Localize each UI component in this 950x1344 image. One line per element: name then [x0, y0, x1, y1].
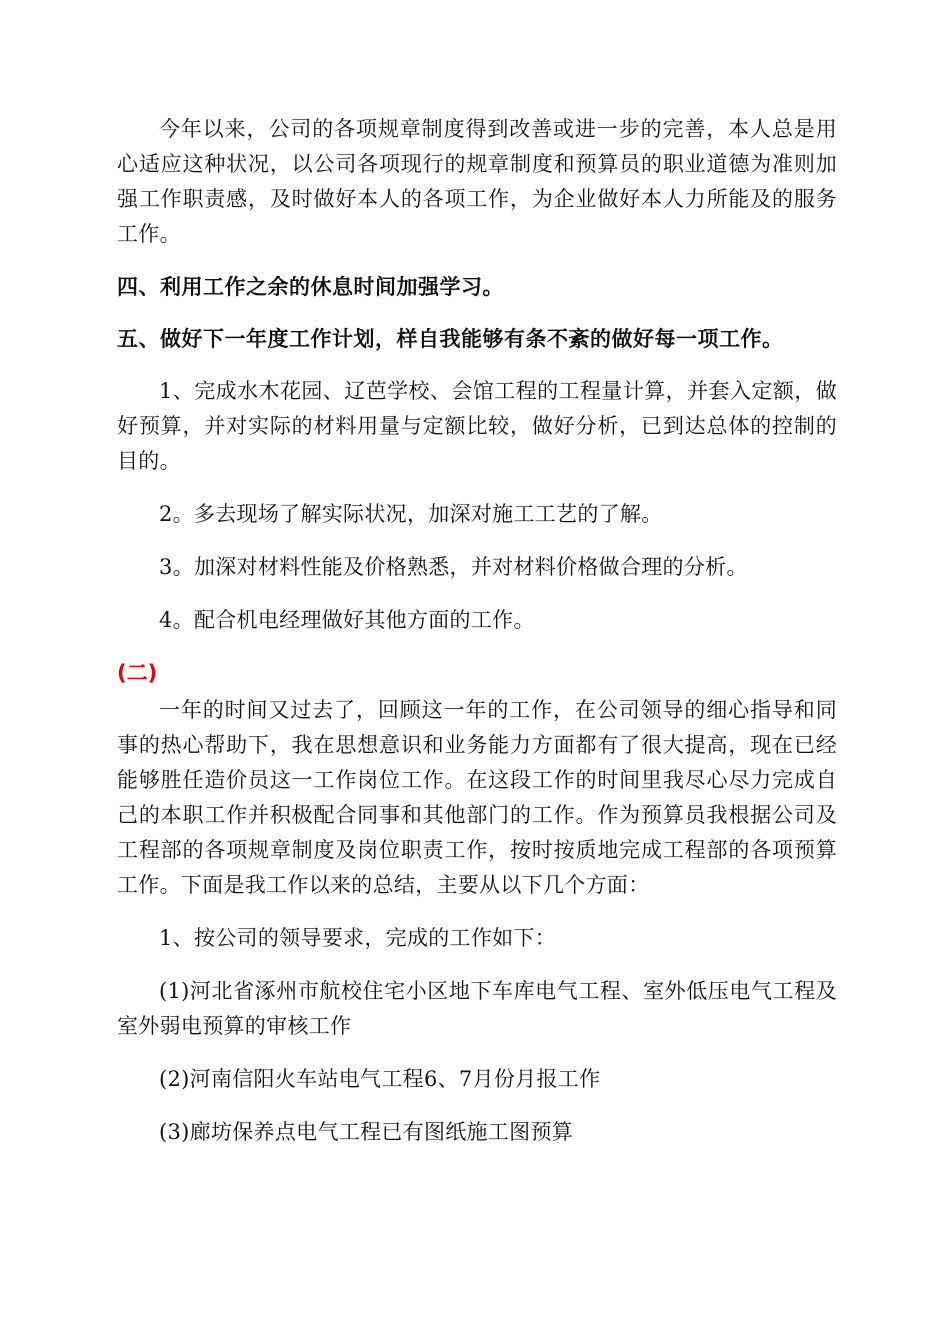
work-item-1: (1)河北省涿州市航校住宅小区地下车库电气工程、室外低压电气工程及室外弱电预算的审核工作 [117, 979, 837, 1038]
work-heading: 1、按公司的领导要求，完成的工作如下： [159, 926, 557, 950]
intro-paragraph-two: 一年的时间又过去了，回顾这一年的工作，在公司领导的细心指导和同事的热心帮助下，我在思想意识和业务能力方面都有了很大提高，现在已经能够胜任造价员这一工作岗位工作。在这段工作的时间里我尽心尽力完成自己的本职工作并积极配合同事和其他部门的工作。作为预算员我根据公司及工程部的各项规章制度及岗位职责工作，按时按质地完成工程部的各项预算工作。下面是我工作以来的总结，主要从以下几个方面： [117, 698, 837, 897]
work-item-2: (2)河南信阳火车站电气工程6、7月份月报工作 [159, 1067, 601, 1091]
section-two-marker: (二) [117, 661, 158, 685]
work-item-3: (3)廊坊保养点电气工程已有图纸施工图预算 [159, 1120, 574, 1144]
intro-paragraph-one: 今年以来，公司的各项规章制度得到改善或进一步的完善，本人总是用心适应这种状况，以公司各项现行的规章制度和预算员的职业道德为准则加强工作职责感，及时做好本人的各项工作，为企业做好本人力所能及的服务工作。 [117, 117, 837, 246]
plan-item-1: 1、完成水木花园、辽芭学校、会馆工程的工程量计算，并套入定额，做好预算，并对实际的材料用量与定额比较，做好分析，已到达总体的控制的目的。 [117, 379, 837, 473]
heading-four: 四、利用工作之余的休息时间加强学习。 [117, 275, 504, 299]
plan-item-2: 2。多去现场了解实际状况，加深对施工工艺的了解。 [159, 502, 663, 526]
document-page [117, 112, 837, 1168]
plan-item-3: 3。加深对材料性能及价格熟悉，并对材料价格做合理的分析。 [159, 555, 748, 579]
plan-item-4: 4。配合机电经理做好其他方面的工作。 [159, 608, 535, 632]
heading-five: 五、做好下一年度工作计划，样自我能够有条不紊的做好每一项工作。 [117, 327, 784, 351]
